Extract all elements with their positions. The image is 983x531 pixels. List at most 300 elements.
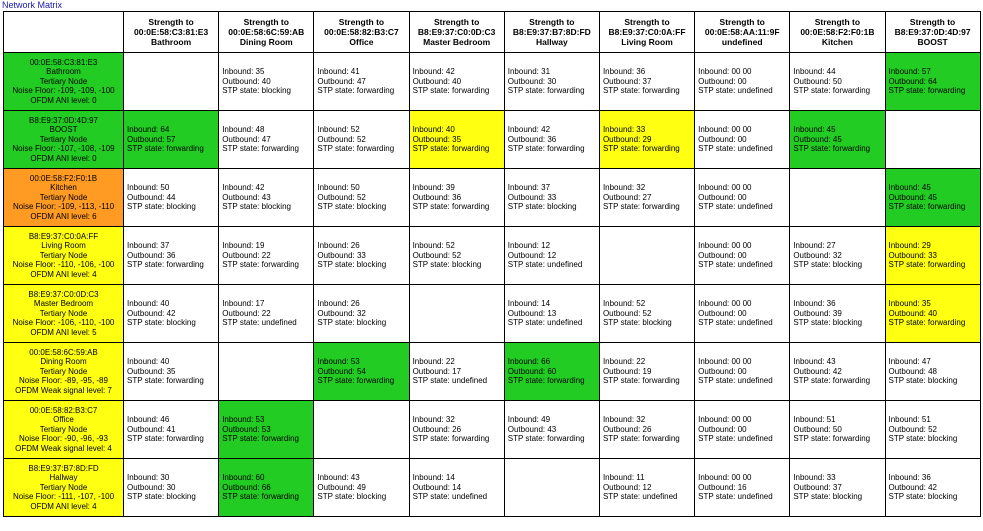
stp-state: STP state: blocking — [888, 492, 958, 502]
outbound-value: Outbound: 50 — [793, 76, 842, 86]
strength-cell — [695, 459, 790, 517]
corner-cell — [4, 12, 124, 53]
stp-state: STP state: blocking — [793, 492, 863, 502]
stp-state: STP state: undefined — [412, 376, 488, 386]
strength-cell — [504, 227, 599, 285]
inbound-value: Inbound: 53 — [317, 357, 360, 367]
stp-state: STP state: forwarding — [602, 376, 680, 386]
stp-state: STP state: forwarding — [127, 434, 204, 444]
inbound-value: Inbound: 26 — [317, 299, 360, 309]
inbound-value: Inbound: 42 — [507, 125, 551, 135]
inbound-value: Inbound: 46 — [127, 415, 170, 425]
outbound-value: Outbound: 00 — [698, 76, 747, 86]
page-title: Network Matrix — [2, 0, 63, 10]
empty-cell — [504, 459, 599, 517]
row-header-line: Kitchen — [50, 183, 77, 193]
row-header-node — [4, 343, 124, 401]
stp-state: STP state: forwarding — [888, 86, 966, 96]
inbound-value: Inbound: 36 — [602, 67, 646, 77]
column-header-line3: Office — [349, 37, 374, 47]
inbound-value: Inbound: 60 — [222, 473, 265, 483]
strength-cell — [504, 169, 599, 227]
column-header-line2: B8:E9:37:C0:0A:FF — [608, 27, 686, 37]
inbound-value: Inbound: 49 — [507, 415, 551, 425]
outbound-value: Outbound: 37 — [793, 482, 842, 492]
outbound-value: Outbound: 40 — [412, 76, 462, 86]
strength-cell — [885, 53, 980, 111]
row-header-node — [4, 227, 124, 285]
strength-cell — [885, 343, 980, 401]
inbound-value: Inbound: 37 — [127, 241, 170, 251]
outbound-value: Outbound: 52 — [412, 250, 462, 260]
stp-state: STP state: blocking — [317, 318, 387, 328]
row-header-line: Tertiary Node — [39, 366, 88, 376]
row-header-line: Hallway — [49, 473, 78, 483]
outbound-value: Outbound: 43 — [507, 424, 557, 434]
stp-state: STP state: blocking — [507, 202, 577, 212]
strength-cell — [599, 169, 694, 227]
strength-cell — [504, 343, 599, 401]
outbound-value: Outbound: 36 — [127, 250, 176, 260]
inbound-value: Inbound: 42 — [412, 67, 455, 77]
inbound-value: Inbound: 00 00 — [698, 357, 752, 367]
inbound-value: Inbound: 36 — [888, 473, 931, 483]
column-header — [124, 12, 219, 53]
outbound-value: Outbound: 19 — [602, 366, 652, 376]
stp-state: STP state: blocking — [793, 318, 863, 328]
stp-state: STP state: forwarding — [127, 260, 204, 270]
column-header-line2: B8:E9:37:0D:4D:97 — [894, 27, 971, 37]
outbound-value: Outbound: 35 — [127, 366, 176, 376]
row-header-line: Tertiary Node — [39, 134, 88, 144]
row-header-line: OFDM ANI level: 5 — [30, 327, 97, 337]
stp-state: STP state: undefined — [507, 318, 583, 328]
outbound-value: Outbound: 00 — [698, 424, 747, 434]
strength-cell — [314, 459, 409, 517]
inbound-value: Inbound: 14 — [507, 299, 551, 309]
outbound-value: Outbound: 00 — [698, 366, 747, 376]
stp-state: STP state: undefined — [698, 434, 773, 444]
matrix-body — [4, 53, 981, 517]
outbound-value: Outbound: 52 — [888, 424, 937, 434]
outbound-value: Outbound: 14 — [412, 482, 462, 492]
strength-cell — [599, 53, 694, 111]
strength-cell — [124, 401, 219, 459]
stp-state: STP state: blocking — [127, 202, 196, 212]
header-row — [4, 12, 981, 53]
strength-cell — [409, 169, 504, 227]
row-header-line: Tertiary Node — [39, 482, 88, 492]
empty-cell — [885, 111, 980, 169]
strength-cell — [599, 111, 694, 169]
outbound-value: Outbound: 57 — [127, 134, 176, 144]
stp-state: STP state: blocking — [888, 376, 958, 386]
inbound-value: Inbound: 43 — [793, 357, 836, 367]
row-header-node — [4, 459, 124, 517]
inbound-value: Inbound: 50 — [127, 183, 170, 193]
strength-cell — [599, 401, 694, 459]
table-row — [4, 111, 981, 169]
inbound-value: Inbound: 57 — [888, 67, 931, 77]
column-header-line2: B8:E9:37:C0:0D:C3 — [417, 27, 496, 37]
stp-state: STP state: forwarding — [602, 144, 680, 154]
inbound-value: Inbound: 31 — [507, 67, 551, 77]
column-header-line2: B8:E9:37:B7:8D:FD — [512, 27, 591, 37]
column-header-line3: Kitchen — [821, 37, 853, 47]
stp-state: STP state: undefined — [602, 492, 678, 502]
strength-cell — [695, 53, 790, 111]
strength-cell — [409, 111, 504, 169]
inbound-value: Inbound: 17 — [222, 299, 265, 309]
outbound-value: Outbound: 52 — [317, 192, 366, 202]
row-header-line: Tertiary Node — [39, 308, 88, 318]
inbound-value: Inbound: 51 — [888, 415, 931, 425]
stp-state: STP state: blocking — [317, 260, 387, 270]
outbound-value: Outbound: 16 — [698, 482, 747, 492]
outbound-value: Outbound: 42 — [793, 366, 842, 376]
strength-cell — [124, 169, 219, 227]
table-row — [4, 53, 981, 111]
inbound-value: Inbound: 00 00 — [698, 415, 752, 425]
column-header — [409, 12, 504, 53]
table-row — [4, 169, 981, 227]
stp-state: STP state: blocking — [127, 492, 196, 502]
strength-cell — [790, 227, 885, 285]
strength-cell — [695, 285, 790, 343]
strength-cell — [790, 111, 885, 169]
stp-state: STP state: forwarding — [127, 144, 204, 154]
outbound-value: Outbound: 22 — [222, 308, 271, 318]
outbound-value: Outbound: 12 — [602, 482, 652, 492]
inbound-value: Inbound: 32 — [602, 415, 646, 425]
row-header-line: Noise Floor: -107, -108, -109 — [12, 144, 115, 154]
outbound-value: Outbound: 42 — [127, 308, 176, 318]
strength-cell — [409, 459, 504, 517]
column-header-line3: BOOST — [917, 37, 948, 47]
stp-state: STP state: blocking — [222, 202, 291, 212]
row-header-line: Office — [53, 415, 74, 425]
outbound-value: Outbound: 66 — [222, 482, 271, 492]
strength-cell — [885, 227, 980, 285]
row-header-line: Living Room — [41, 241, 86, 251]
strength-cell — [219, 227, 314, 285]
stp-state: STP state: forwarding — [127, 376, 204, 386]
column-header-line1: Strength to — [243, 17, 289, 27]
column-header — [790, 12, 885, 53]
inbound-value: Inbound: 22 — [602, 357, 646, 367]
stp-state: STP state: undefined — [698, 260, 773, 270]
inbound-value: Inbound: 30 — [127, 473, 170, 483]
column-header-line2: 00:0E:58:F2:F0:1B — [800, 27, 875, 37]
empty-cell — [314, 401, 409, 459]
outbound-value: Outbound: 00 — [698, 308, 747, 318]
inbound-value: Inbound: 51 — [793, 415, 836, 425]
inbound-value: Inbound: 36 — [793, 299, 836, 309]
row-header-line: Bathroom — [46, 67, 81, 77]
stp-state: STP state: undefined — [412, 492, 488, 502]
outbound-value: Outbound: 33 — [317, 250, 366, 260]
outbound-value: Outbound: 40 — [222, 76, 271, 86]
outbound-value: Outbound: 49 — [317, 482, 366, 492]
inbound-value: Inbound: 50 — [317, 183, 360, 193]
outbound-value: Outbound: 13 — [507, 308, 557, 318]
row-header-line: B8:E9:37:0D:4D:97 — [29, 115, 98, 125]
outbound-value: Outbound: 32 — [793, 250, 842, 260]
strength-cell — [314, 111, 409, 169]
column-header — [695, 12, 790, 53]
outbound-value: Outbound: 12 — [507, 250, 557, 260]
outbound-value: Outbound: 26 — [412, 424, 462, 434]
stp-state: STP state: forwarding — [793, 144, 871, 154]
outbound-value: Outbound: 33 — [507, 192, 557, 202]
stp-state: STP state: forwarding — [412, 202, 490, 212]
inbound-value: Inbound: 37 — [507, 183, 551, 193]
stp-state: STP state: undefined — [698, 144, 773, 154]
outbound-value: Outbound: 00 — [698, 192, 747, 202]
row-header-line: Tertiary Node — [39, 76, 88, 86]
stp-state: STP state: blocking — [602, 318, 672, 328]
inbound-value: Inbound: 45 — [793, 125, 836, 135]
column-header-line3: Master Bedroom — [423, 37, 491, 47]
strength-cell — [504, 285, 599, 343]
inbound-value: Inbound: 00 00 — [698, 241, 752, 251]
row-header-line: Noise Floor: -109, -113, -110 — [12, 202, 115, 212]
outbound-value: Outbound: 47 — [222, 134, 271, 144]
strength-cell — [790, 459, 885, 517]
strength-cell — [695, 343, 790, 401]
stp-state: STP state: forwarding — [317, 376, 395, 386]
inbound-value: Inbound: 14 — [412, 473, 455, 483]
inbound-value: Inbound: 44 — [793, 67, 836, 77]
stp-state: STP state: forwarding — [888, 318, 966, 328]
row-header-line: OFDM ANI level: 0 — [30, 95, 97, 105]
stp-state: STP state: forwarding — [507, 376, 585, 386]
column-header-line1: Strength to — [529, 17, 575, 27]
strength-cell — [314, 169, 409, 227]
stp-state: STP state: blocking — [127, 318, 196, 328]
stp-state: STP state: forwarding — [793, 376, 871, 386]
row-header-line: B8:E9:37:B7:8D:FD — [28, 463, 99, 473]
strength-cell — [504, 111, 599, 169]
strength-cell — [885, 169, 980, 227]
inbound-value: Inbound: 00 00 — [698, 183, 752, 193]
stp-state: STP state: blocking — [888, 434, 958, 444]
strength-cell — [124, 459, 219, 517]
column-header-line2: 00:0E:58:AA:11:9F — [704, 27, 780, 37]
table-row — [4, 459, 981, 517]
strength-cell — [314, 227, 409, 285]
row-header-node — [4, 111, 124, 169]
inbound-value: Inbound: 35 — [888, 299, 931, 309]
row-header-line: BOOST — [49, 125, 78, 135]
inbound-value: Inbound: 32 — [412, 415, 455, 425]
strength-cell — [124, 111, 219, 169]
stp-state: STP state: forwarding — [888, 260, 966, 270]
column-header-line3: Hallway — [536, 37, 568, 47]
column-header — [219, 12, 314, 53]
outbound-value: Outbound: 33 — [888, 250, 937, 260]
inbound-value: Inbound: 26 — [317, 241, 360, 251]
column-header-line1: Strength to — [338, 17, 385, 27]
inbound-value: Inbound: 00 00 — [698, 473, 752, 483]
inbound-value: Inbound: 40 — [127, 299, 170, 309]
outbound-value: Outbound: 39 — [793, 308, 842, 318]
strength-cell — [219, 401, 314, 459]
strength-cell — [790, 401, 885, 459]
table-row — [4, 343, 981, 401]
stp-state: STP state: forwarding — [412, 86, 490, 96]
empty-cell — [409, 285, 504, 343]
outbound-value: Outbound: 54 — [317, 366, 366, 376]
strength-cell — [599, 285, 694, 343]
column-header-line2: 00:0E:58:6C:59:AB — [228, 27, 305, 37]
outbound-value: Outbound: 47 — [317, 76, 366, 86]
table-row — [4, 401, 981, 459]
outbound-value: Outbound: 50 — [793, 424, 842, 434]
empty-cell — [599, 227, 694, 285]
strength-cell — [124, 343, 219, 401]
strength-cell — [885, 459, 980, 517]
stp-state: STP state: blocking — [317, 202, 387, 212]
strength-cell — [409, 343, 504, 401]
outbound-value: Outbound: 00 — [698, 134, 747, 144]
strength-cell — [124, 285, 219, 343]
strength-cell — [124, 227, 219, 285]
row-header-line: Tertiary Node — [39, 192, 88, 202]
inbound-value: Inbound: 53 — [222, 415, 265, 425]
stp-state: STP state: forwarding — [317, 86, 395, 96]
outbound-value: Outbound: 42 — [888, 482, 937, 492]
outbound-value: Outbound: 32 — [317, 308, 366, 318]
column-header-line1: Strength to — [909, 17, 956, 27]
inbound-value: Inbound: 52 — [602, 299, 646, 309]
row-header-line: OFDM ANI level: 4 — [30, 269, 97, 279]
strength-cell — [409, 227, 504, 285]
strength-cell — [695, 401, 790, 459]
inbound-value: Inbound: 52 — [317, 125, 360, 135]
row-header-line: Tertiary Node — [39, 424, 88, 434]
strength-cell — [219, 53, 314, 111]
outbound-value: Outbound: 64 — [888, 76, 937, 86]
stp-state: STP state: blocking — [412, 260, 482, 270]
column-header-line2: 00:0E:58:C3:81:E3 — [134, 27, 209, 37]
inbound-value: Inbound: 29 — [888, 241, 931, 251]
strength-cell — [219, 459, 314, 517]
row-header-line: Noise Floor: -90, -96, -93 — [19, 434, 108, 444]
row-header-node — [4, 401, 124, 459]
inbound-value: Inbound: 43 — [317, 473, 360, 483]
inbound-value: Inbound: 45 — [888, 183, 931, 193]
stp-state: STP state: forwarding — [602, 202, 680, 212]
strength-cell — [314, 343, 409, 401]
inbound-value: Inbound: 41 — [317, 67, 360, 77]
row-header-line: Noise Floor: -111, -107, -100 — [12, 492, 115, 502]
row-header-line: 00:0E:58:C3:81:E3 — [29, 57, 98, 67]
column-header-line3: Dining Room — [239, 37, 293, 47]
outbound-value: Outbound: 60 — [507, 366, 557, 376]
strength-cell — [219, 169, 314, 227]
inbound-value: Inbound: 47 — [888, 357, 931, 367]
stp-state: STP state: forwarding — [222, 492, 299, 502]
inbound-value: Inbound: 00 00 — [698, 299, 752, 309]
strength-cell — [790, 53, 885, 111]
outbound-value: Outbound: 41 — [127, 424, 176, 434]
strength-cell — [885, 285, 980, 343]
empty-cell — [219, 343, 314, 401]
column-header — [885, 12, 980, 53]
strength-cell — [219, 111, 314, 169]
column-header-line2: 00:0E:58:82:B3:C7 — [324, 27, 399, 37]
stp-state: STP state: forwarding — [793, 86, 871, 96]
outbound-value: Outbound: 37 — [602, 76, 652, 86]
row-header-line: Noise Floor: -106, -110, -100 — [12, 318, 115, 328]
inbound-value: Inbound: 64 — [127, 125, 170, 135]
inbound-value: Inbound: 00 00 — [698, 125, 752, 135]
row-header-line: Tertiary Node — [39, 250, 88, 260]
inbound-value: Inbound: 32 — [602, 183, 646, 193]
inbound-value: Inbound: 42 — [222, 183, 265, 193]
column-header-line3: Living Room — [621, 37, 673, 47]
outbound-value: Outbound: 53 — [222, 424, 271, 434]
inbound-value: Inbound: 40 — [127, 357, 170, 367]
strength-cell — [504, 53, 599, 111]
outbound-value: Outbound: 36 — [507, 134, 557, 144]
outbound-value: Outbound: 26 — [602, 424, 652, 434]
inbound-value: Inbound: 52 — [412, 241, 455, 251]
stp-state: STP state: undefined — [507, 260, 583, 270]
outbound-value: Outbound: 00 — [698, 250, 747, 260]
network-matrix-table — [3, 11, 981, 517]
inbound-value: Inbound: 39 — [412, 183, 455, 193]
row-header-line: B8:E9:37:C0:0D:C3 — [28, 289, 99, 299]
row-header-line: Noise Floor: -110, -106, -100 — [12, 260, 115, 270]
stp-state: STP state: forwarding — [222, 144, 299, 154]
outbound-value: Outbound: 48 — [888, 366, 937, 376]
stp-state: STP state: undefined — [698, 202, 773, 212]
row-header-node — [4, 53, 124, 111]
outbound-value: Outbound: 22 — [222, 250, 271, 260]
outbound-value: Outbound: 27 — [602, 192, 652, 202]
strength-cell — [885, 401, 980, 459]
column-header-line3: Bathroom — [151, 37, 192, 47]
row-header-line: Master Bedroom — [33, 299, 94, 309]
outbound-value: Outbound: 45 — [888, 192, 937, 202]
strength-cell — [409, 53, 504, 111]
stp-state: STP state: forwarding — [507, 144, 585, 154]
strength-cell — [599, 343, 694, 401]
strength-cell — [790, 343, 885, 401]
outbound-value: Outbound: 30 — [127, 482, 176, 492]
stp-state: STP state: forwarding — [888, 202, 966, 212]
row-header-line: OFDM Weak signal level: 4 — [15, 443, 112, 453]
inbound-value: Inbound: 00 00 — [698, 67, 752, 77]
strength-cell — [695, 111, 790, 169]
column-header — [314, 12, 409, 53]
strength-cell — [409, 401, 504, 459]
empty-cell — [790, 169, 885, 227]
outbound-value: Outbound: 44 — [127, 192, 176, 202]
row-header-node — [4, 169, 124, 227]
stp-state: STP state: forwarding — [412, 144, 490, 154]
outbound-value: Outbound: 45 — [793, 134, 842, 144]
inbound-value: Inbound: 40 — [412, 125, 455, 135]
outbound-value: Outbound: 40 — [888, 308, 937, 318]
outbound-value: Outbound: 29 — [602, 134, 652, 144]
inbound-value: Inbound: 33 — [602, 125, 646, 135]
stp-state: STP state: forwarding — [507, 434, 585, 444]
stp-state: STP state: forwarding — [602, 434, 680, 444]
row-header-line: OFDM Weak signal level: 7 — [15, 385, 112, 395]
